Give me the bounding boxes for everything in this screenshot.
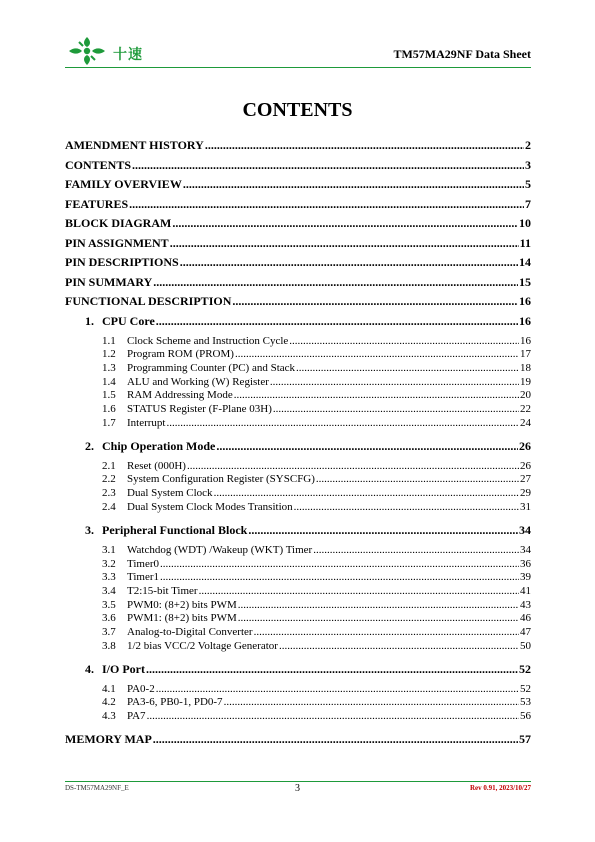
toc-entry-number: 2.2 — [102, 473, 116, 486]
toc-entry-page: 19 — [520, 375, 531, 388]
toc-entry-page: 16 — [520, 334, 531, 347]
toc-entry[interactable] — [65, 626, 531, 639]
toc-entry-title: FUNCTIONAL DESCRIPTION — [65, 294, 232, 308]
toc-entry-number: 1. — [85, 313, 94, 328]
toc-entry-page: 31 — [520, 500, 531, 513]
toc-entry-page: 36 — [520, 557, 531, 570]
toc-entry-page: 22 — [520, 403, 531, 415]
toc-entry-title: Peripheral Functional Block — [102, 522, 248, 537]
toc-dot-leader — [234, 389, 519, 402]
toc-entry-page: 27 — [520, 473, 531, 486]
company-logo — [65, 36, 165, 66]
toc-entry-title: Dual System Clock Modes Transition — [127, 500, 293, 513]
toc-entry-page: 41 — [520, 584, 531, 597]
toc-entry-title: Program ROM (PROM) — [127, 348, 234, 361]
toc-entry[interactable] — [65, 294, 531, 308]
toc-dot-leader — [214, 487, 519, 500]
footer-revision: Rev 0.91, 2023/10/27 — [469, 784, 531, 792]
toc-entry[interactable] — [65, 683, 531, 696]
toc-entry-title: 1/2 bias VCC/2 Voltage Generator — [127, 639, 278, 652]
toc-entry-page: 3 — [525, 157, 531, 172]
toc-dot-leader — [248, 523, 518, 537]
toc-dot-leader — [294, 501, 519, 514]
toc-entry[interactable] — [65, 197, 531, 211]
toc-entry-number: 3.5 — [102, 598, 116, 611]
toc-entry-number: 3.4 — [102, 584, 116, 597]
toc-entry-title: FAMILY OVERVIEW — [65, 177, 182, 191]
toc-entry-number: 3.8 — [102, 639, 116, 652]
toc-entry-title: PIN DESCRIPTIONS — [65, 255, 179, 269]
toc-entry-number: 1.6 — [102, 403, 116, 415]
toc-entry-title: STATUS Register (F-Plane 03H) — [127, 403, 272, 415]
toc-entry-number: 3.3 — [102, 571, 116, 584]
toc-entry[interactable] — [65, 177, 531, 191]
toc-entry-title: ALU and Working (W) Register — [127, 375, 269, 388]
toc-entry-page: 39 — [520, 571, 531, 584]
toc-dot-leader — [160, 571, 519, 584]
toc-entry-number: 1.1 — [102, 334, 116, 347]
toc-entry-number: 2. — [85, 438, 94, 453]
toc-dot-leader — [238, 599, 519, 612]
toc-entry[interactable] — [65, 389, 531, 402]
toc-entry-page: 24 — [520, 416, 531, 429]
toc-entry-page: 52 — [520, 682, 531, 695]
toc-entry-page: 26 — [519, 438, 531, 453]
toc-entry[interactable] — [65, 255, 531, 269]
toc-entry-title: AMENDMENT HISTORY — [65, 138, 204, 152]
toc-entry-page: 34 — [519, 522, 531, 537]
toc-dot-leader — [216, 439, 518, 453]
toc-entry[interactable] — [65, 696, 531, 709]
toc-entry-page: 56 — [520, 710, 531, 723]
toc-entry-page: 53 — [520, 696, 531, 709]
toc-entry-title: MEMORY MAP — [65, 732, 152, 747]
toc-entry-page: 14 — [519, 255, 531, 269]
toc-entry-title: PWM0: (8+2) bits PWM — [127, 598, 237, 611]
toc-entry-number: 3.2 — [102, 557, 116, 570]
toc-entry[interactable] — [65, 348, 531, 361]
toc-entry-title: T2:15-bit Timer — [127, 584, 198, 597]
toc-entry-title: System Configuration Register (SYSCFG) — [127, 473, 315, 486]
toc-entry-page: 15 — [519, 274, 531, 289]
toc-dot-leader — [254, 626, 519, 639]
toc-dot-leader — [156, 314, 518, 328]
page-header — [65, 36, 531, 68]
toc-entry-title: Timer1 — [127, 571, 159, 584]
toc-entry[interactable] — [65, 571, 531, 584]
toc-entry-title: I/O Port — [102, 661, 145, 676]
toc-entry-page: 26 — [520, 459, 531, 472]
toc-dot-leader — [170, 236, 519, 250]
toc-entry[interactable] — [65, 487, 531, 500]
toc-entry[interactable] — [65, 585, 531, 598]
toc-dot-leader — [160, 558, 519, 571]
toc-entry[interactable] — [65, 314, 531, 328]
toc-entry-title: FEATURES — [65, 196, 129, 211]
toc-entry-page: 2 — [525, 138, 531, 152]
toc-entry-page: 5 — [525, 177, 531, 191]
toc-entry-number: 2.1 — [102, 459, 116, 472]
toc-dot-leader — [224, 696, 519, 709]
toc-dot-leader — [183, 177, 524, 191]
toc-entry-page: 43 — [520, 598, 531, 611]
toc-entry-page: 29 — [520, 487, 531, 500]
toc-entry-number: 4.2 — [102, 696, 116, 709]
toc-entry-title: Reset (000H) — [127, 459, 186, 472]
toc-entry-title: Dual System Clock — [127, 487, 213, 500]
toc-entry[interactable] — [65, 732, 531, 746]
toc-entry[interactable] — [65, 501, 531, 514]
toc-dot-leader — [153, 732, 518, 746]
toc-entry[interactable] — [65, 544, 531, 557]
toc-dot-leader — [146, 662, 518, 676]
toc-entry[interactable] — [65, 558, 531, 571]
toc-dot-leader — [156, 683, 519, 696]
toc-entry-title: Programming Counter (PC) and Stack — [127, 361, 296, 374]
toc-entry[interactable] — [65, 473, 531, 486]
toc-entry-page: 47 — [520, 626, 531, 638]
toc-entry-title: PWM1: (8+2) bits PWM — [127, 612, 237, 625]
toc-entry-title: BLOCK DIAGRAM — [65, 216, 172, 230]
toc-entry-number: 3.6 — [102, 612, 116, 625]
toc-entry[interactable] — [65, 335, 531, 348]
toc-entry-number: 1.7 — [102, 416, 116, 429]
toc-entry-title: Clock Scheme and Instruction Cycle — [127, 334, 289, 347]
toc-entry-page: 16 — [519, 294, 531, 308]
toc-dot-leader — [205, 138, 524, 152]
toc-entry-number: 4. — [85, 661, 94, 676]
toc-dot-leader — [238, 612, 519, 625]
toc-entry-page: 7 — [525, 196, 531, 211]
toc-entry-number: 2.3 — [102, 487, 116, 500]
toc-dot-leader — [153, 275, 518, 289]
toc-dot-leader — [132, 158, 524, 172]
toc-entry[interactable] — [65, 138, 531, 152]
toc-entry-number: 1.2 — [102, 348, 116, 361]
toc-entry-title: PIN SUMMARY — [65, 274, 153, 289]
toc-dot-leader — [316, 473, 519, 486]
toc-entry-page: 50 — [520, 639, 531, 652]
toc-entry-number: 4.3 — [102, 710, 116, 723]
toc-dot-leader — [289, 335, 519, 348]
toc-dot-leader — [279, 640, 519, 653]
toc-entry-page: 16 — [519, 313, 531, 328]
toc-entry[interactable] — [65, 403, 531, 416]
toc-entry[interactable] — [65, 460, 531, 473]
toc-dot-leader — [147, 710, 519, 723]
toc-entry-number: 2.4 — [102, 500, 116, 513]
toc-dot-leader — [199, 585, 519, 598]
toc-entry-number: 3. — [85, 522, 94, 537]
toc-entry-title: Interrupt — [127, 416, 166, 429]
toc-entry[interactable] — [65, 523, 531, 537]
footer-doc-id: DS-TM57MA29NF_E — [65, 784, 129, 792]
toc-entry[interactable] — [65, 640, 531, 653]
toc-entry-title: PA0-2 — [127, 682, 155, 695]
toc-dot-leader — [232, 294, 518, 308]
toc-entry[interactable] — [65, 612, 531, 625]
toc-dot-leader — [270, 376, 519, 389]
logo-icon — [65, 36, 109, 66]
toc-dot-leader — [273, 403, 519, 416]
toc-entry-title: Timer0 — [127, 557, 159, 570]
toc-dot-leader — [180, 255, 518, 269]
toc-entry[interactable] — [65, 599, 531, 612]
toc-dot-leader — [187, 460, 519, 473]
toc-entry-page: 18 — [520, 361, 531, 374]
toc-entry-title: Analog-to-Digital Converter — [127, 626, 253, 638]
toc-entry-title: PIN ASSIGNMENT — [65, 235, 169, 250]
toc-entry-title: PA3-6, PB0-1, PD0-7 — [127, 696, 223, 709]
toc-dot-leader — [313, 544, 519, 557]
toc-entry-page: 20 — [520, 389, 531, 402]
toc-entry-number: 3.7 — [102, 626, 116, 638]
toc-entry[interactable] — [65, 710, 531, 723]
toc-entry-title: Chip Operation Mode — [102, 438, 216, 453]
toc-entry-number: 1.4 — [102, 375, 116, 388]
toc-entry-title: PA7 — [127, 710, 146, 723]
logo-text: 十速 — [113, 47, 143, 63]
toc-entry-title: CONTENTS — [65, 157, 132, 172]
toc-entry-number: 4.1 — [102, 682, 116, 695]
footer-page-number: 3 — [295, 783, 300, 794]
header-divider — [65, 67, 531, 68]
toc-entry[interactable] — [65, 362, 531, 375]
footer-divider — [65, 781, 531, 782]
toc-entry[interactable] — [65, 417, 531, 430]
toc-entry-page: 17 — [520, 348, 531, 361]
toc-entry[interactable] — [65, 662, 531, 676]
toc-entry-title: Watchdog (WDT) /Wakeup (WKT) Timer — [127, 543, 313, 556]
toc-entry[interactable] — [65, 376, 531, 389]
toc-entry[interactable] — [65, 158, 531, 172]
document-title: TM57MA29NF Data Sheet — [393, 47, 531, 61]
toc-entry-number: 1.3 — [102, 361, 116, 374]
toc-dot-leader — [235, 348, 519, 361]
toc-dot-leader — [296, 362, 519, 375]
toc-dot-leader — [129, 197, 524, 211]
toc-entry[interactable] — [65, 275, 531, 289]
toc-entry-page: 46 — [520, 612, 531, 625]
toc-entry-page: 11 — [519, 235, 531, 250]
toc-entry-title: RAM Addressing Mode — [127, 389, 233, 402]
toc-entry-page: 52 — [519, 661, 531, 676]
toc-dot-leader — [172, 216, 518, 230]
toc-entry[interactable] — [65, 439, 531, 453]
toc-entry-title: CPU Core — [102, 313, 155, 328]
page-title: CONTENTS — [242, 99, 353, 121]
toc-entry-number: 1.5 — [102, 389, 116, 402]
toc-dot-leader — [166, 417, 519, 430]
toc-entry[interactable] — [65, 236, 531, 250]
toc-entry-number: 3.1 — [102, 543, 116, 556]
toc-entry-page: 34 — [520, 543, 531, 556]
toc-entry-page: 57 — [519, 732, 531, 747]
toc-entry-page: 10 — [519, 216, 531, 230]
toc-entry[interactable] — [65, 216, 531, 230]
